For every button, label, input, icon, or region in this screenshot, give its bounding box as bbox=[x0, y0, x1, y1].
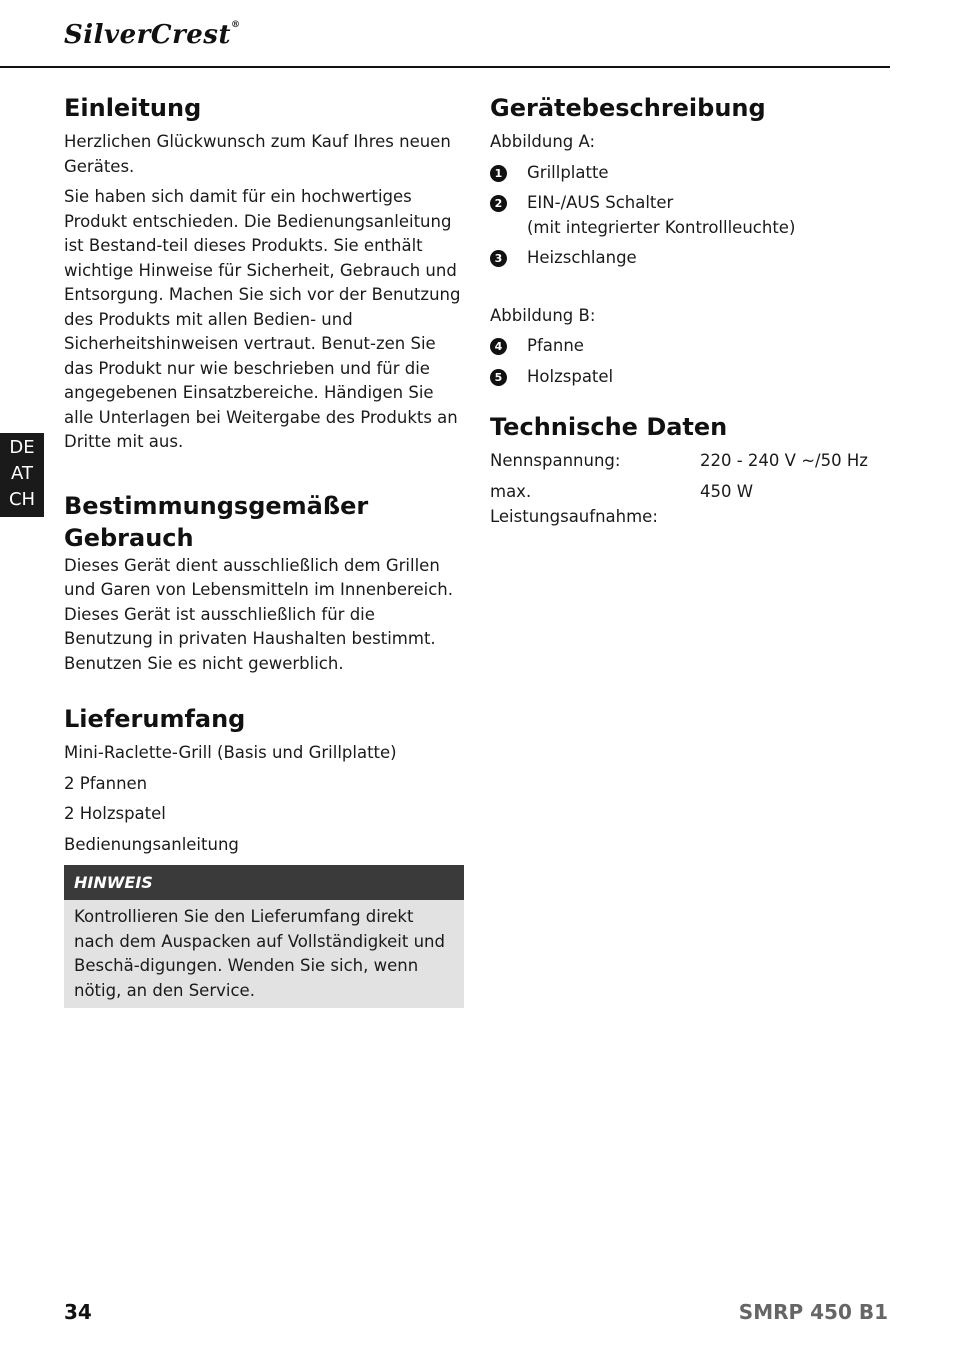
hinweis-text: Kontrollieren Sie den Lieferumfang direkt nach dem Auspacken auf Vollständigkeit und Beschä-digungen. Wenden Sie sich, wenn nötig, an den Service. bbox=[64, 900, 464, 1008]
number-badge-icon: 5 bbox=[490, 369, 507, 386]
einleitung-paragraph-1: Herzlichen Glückwunsch zum Kauf Ihres neuen Gerätes. bbox=[64, 132, 451, 176]
hinweis-heading: HINWEIS bbox=[64, 865, 464, 900]
figure-b-label: Abbildung B: bbox=[490, 305, 596, 325]
number-badge-icon: 4 bbox=[490, 338, 507, 355]
einleitung-paragraph-2: Sie haben sich damit für ein hochwertiges Produkt entschieden. Die Bedienungsanleitung ist Bestand-teil dieses Produkts. Sie enthält wichtige Hinweise für Sicherheit, Gebrauch und Entsorgung. Machen Sie sich vor der Benutzung des Produkts mit allen Bedien- und Sicherheitshinweisen vertraut. Benut-zen Sie das Produkt nur wie beschrieben und für die angegebenen Einsatzbereiche. Händigen Sie alle Unterlagen bei Weitergabe des Produkts an Dritte mit aus. bbox=[64, 187, 461, 451]
lang-de: DE bbox=[9, 437, 35, 458]
lang-ch: CH bbox=[8, 489, 36, 510]
number-badge-icon: 3 bbox=[490, 250, 507, 267]
part-label: Pfanne bbox=[527, 336, 584, 355]
lieferumfang-item: Mini-Raclette-Grill (Basis und Grillplatte) bbox=[64, 743, 397, 762]
technische-daten-heading: Technische Daten bbox=[490, 413, 728, 441]
part-item bbox=[490, 334, 890, 359]
left-column bbox=[64, 92, 464, 1008]
part-label: Holzspatel bbox=[527, 366, 614, 386]
lieferumfang-item: 2 Pfannen bbox=[64, 773, 148, 793]
part-label bbox=[527, 191, 795, 240]
spec-value: 220 - 240 V ~/50 Hz bbox=[700, 451, 868, 470]
brand-logo bbox=[64, 20, 240, 50]
part-item bbox=[490, 365, 890, 390]
lieferumfang-item: Bedienungsanleitung bbox=[64, 834, 239, 854]
part-label-line1: EIN-/AUS Schalter bbox=[527, 193, 674, 212]
number-badge-icon: 1 bbox=[490, 165, 507, 182]
spec-label: Nennspannung: bbox=[490, 451, 621, 470]
header-rule bbox=[0, 66, 890, 68]
spec-row bbox=[490, 480, 890, 529]
page-number: 34 bbox=[64, 1300, 92, 1324]
brand-name: SilverCrest bbox=[64, 20, 231, 50]
part-item bbox=[490, 191, 890, 240]
spec-label: max. Leistungsaufnahme: bbox=[490, 482, 658, 526]
registered-mark: ® bbox=[230, 20, 241, 30]
lieferumfang-item: 2 Holzspatel bbox=[64, 804, 166, 823]
geraetebeschreibung-heading: Gerätebeschreibung bbox=[490, 94, 766, 122]
hinweis-box bbox=[64, 865, 464, 1008]
figure-a-label: Abbildung A: bbox=[490, 132, 596, 151]
model-number: SMRP 450 B1 bbox=[738, 1300, 888, 1324]
lieferumfang-heading: Lieferumfang bbox=[64, 705, 246, 733]
language-tab bbox=[0, 433, 44, 517]
spec-row bbox=[490, 449, 890, 474]
part-item bbox=[490, 246, 890, 271]
right-column bbox=[490, 92, 890, 536]
part-item bbox=[490, 161, 890, 186]
specs-table bbox=[490, 449, 890, 529]
einleitung-heading: Einleitung bbox=[64, 94, 202, 122]
spec-value: 450 W bbox=[700, 482, 754, 501]
lang-at: AT bbox=[11, 463, 33, 484]
part-label: Grillplatte bbox=[527, 162, 609, 182]
bestimmung-heading-line1: Bestimmungsgemäßer bbox=[64, 491, 369, 520]
bestimmung-paragraph: Dieses Gerät dient ausschließlich dem Grillen und Garen von Lebensmitteln im Innenbereich. Dieses Gerät ist ausschließlich für die Benutzung in privaten Haushalten bestimmt. Benutzen Sie es nicht gewerblich. bbox=[64, 555, 453, 673]
part-label: Heizschlange bbox=[527, 248, 637, 267]
part-label-line2: (mit integrierter Kontrollleuchte) bbox=[527, 217, 796, 237]
bestimmung-heading-line2: Gebrauch bbox=[64, 523, 194, 552]
bestimmung-heading bbox=[64, 490, 464, 554]
number-badge-icon: 2 bbox=[490, 195, 507, 212]
